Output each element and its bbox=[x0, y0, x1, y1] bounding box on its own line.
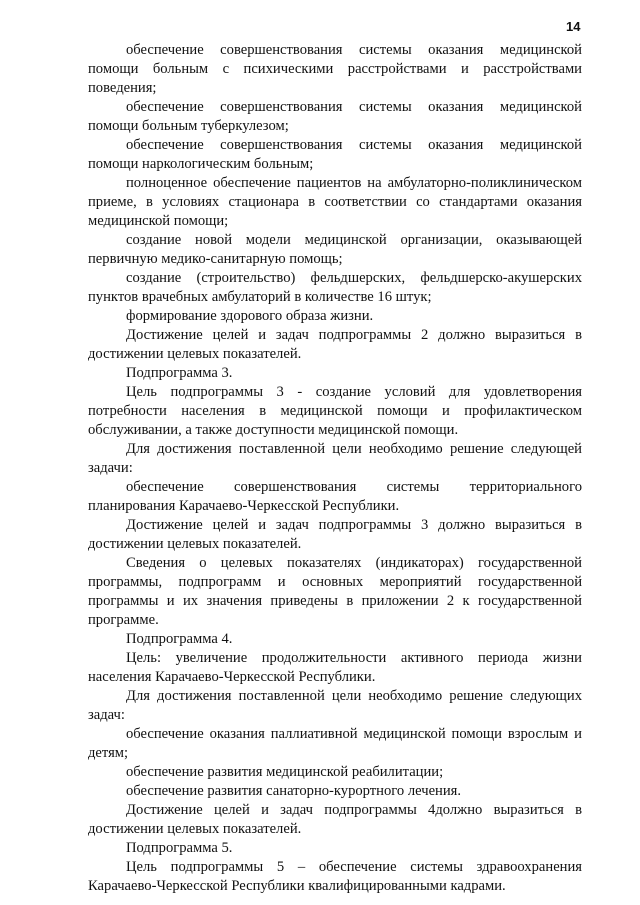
paragraph: обеспечение совершенствования системы оказания медицинской помощи наркологическим больным; bbox=[88, 137, 582, 172]
paragraph: обеспечение совершенствования системы территориального планирования Карачаево-Черкесской Республики. bbox=[88, 479, 582, 514]
page-number: 14 bbox=[566, 19, 581, 34]
paragraph: Достижение целей и задач подпрограммы 4должно выразиться в достижении целевых показателей. bbox=[88, 802, 582, 837]
paragraph: Сведения о целевых показателях (индикаторах) государственной программы, подпрограмм и основных мероприятий государственной программы и их значения приведены в приложении 2 к государственной программе. bbox=[88, 555, 582, 628]
paragraph: полноценное обеспечение пациентов на амбулаторно-поликлиническом приеме, в условиях стационара в соответствии со стандартами оказания медицинской помощи; bbox=[88, 175, 582, 229]
paragraph: Для достижения поставленной цели необходимо решение следующей задачи: bbox=[88, 441, 582, 476]
paragraph: Достижение целей и задач подпрограммы 2 должно выразиться в достижении целевых показателей. bbox=[88, 327, 582, 362]
subprogram-heading: Подпрограмма 3. bbox=[126, 365, 233, 381]
subprogram-heading: Подпрограмма 5. bbox=[126, 840, 233, 856]
paragraph: обеспечение развития санаторно-курортного лечения. bbox=[126, 783, 462, 799]
paragraph: Цель подпрограммы 5 – обеспечение системы здравоохранения Карачаево-Черкесской Республики квалифицированными кадрами. bbox=[88, 859, 582, 894]
paragraph: Цель подпрограммы 3 - создание условий для удовлетворения потребности населения в медицинской помощи и профилактическом обслуживании, а также доступности медицинской помощи. bbox=[88, 384, 582, 438]
paragraph: создание новой модели медицинской организации, оказывающей первичную медико-санитарную помощь; bbox=[88, 232, 582, 267]
paragraph: формирование здорового образа жизни. bbox=[126, 308, 374, 324]
subprogram-heading: Подпрограмма 4. bbox=[126, 631, 233, 647]
paragraph: Для достижения поставленной цели необходимо решение следующих задач: bbox=[88, 688, 582, 723]
paragraph: обеспечение совершенствования системы оказания медицинской помощи больным с психическими расстройствами и расстройствами поведения; bbox=[88, 42, 582, 96]
paragraph: обеспечение развития медицинской реабилитации; bbox=[126, 764, 444, 780]
paragraph: обеспечение совершенствования системы оказания медицинской помощи больным туберкулезом; bbox=[88, 99, 582, 134]
document-body bbox=[88, 41, 582, 896]
paragraph: обеспечение оказания паллиативной медицинской помощи взрослым и детям; bbox=[88, 726, 582, 761]
paragraph: создание (строительство) фельдшерских, фельдшерско-акушерских пунктов врачебных амбулаторий в количестве 16 штук; bbox=[88, 270, 582, 305]
paragraph: Цель: увеличение продолжительности активного периода жизни населения Карачаево-Черкесской Республики. bbox=[88, 650, 582, 685]
paragraph: Достижение целей и задач подпрограммы 3 должно выразиться в достижении целевых показателей. bbox=[88, 517, 582, 552]
